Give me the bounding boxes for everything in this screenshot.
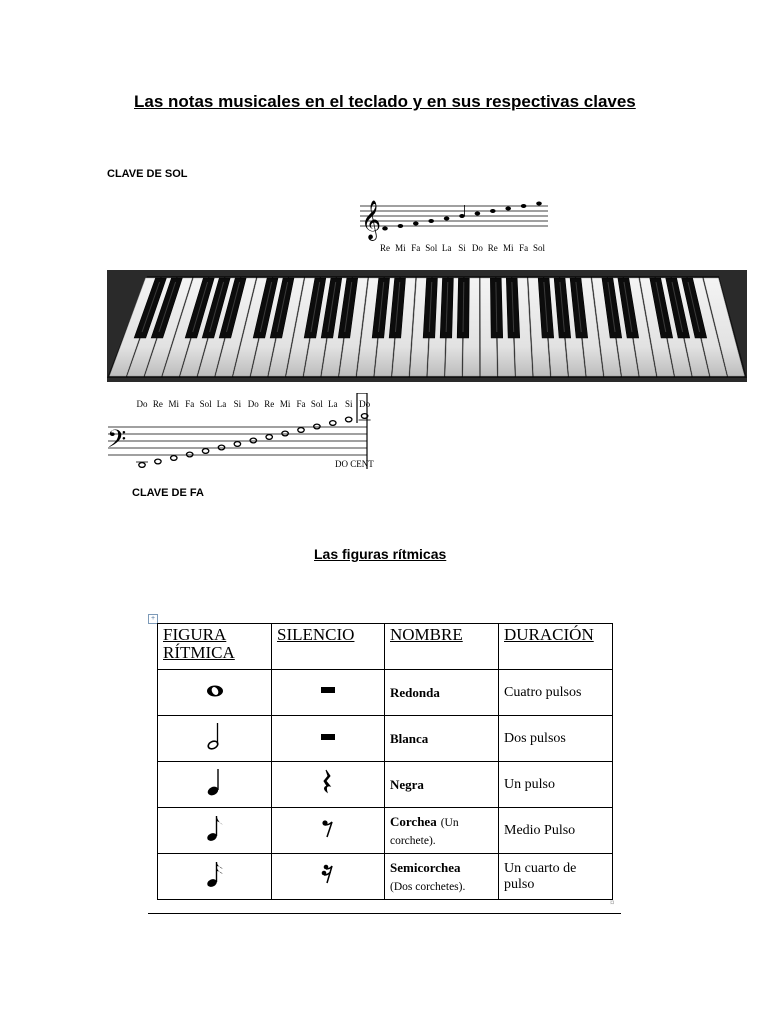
figure-cell	[158, 762, 272, 808]
table-row	[158, 716, 613, 762]
eighth-note-icon	[205, 813, 225, 843]
bass-note-head	[218, 445, 224, 450]
bass-note-name: Si	[233, 399, 242, 409]
treble-note-head	[398, 224, 404, 228]
rest-cell	[272, 762, 385, 808]
treble-clef-icon: 𝄞	[361, 202, 382, 239]
duration-cell: Dos pulsos	[499, 716, 613, 762]
end-of-cell-mark-icon: ¤	[610, 898, 615, 907]
treble-note-head	[428, 219, 434, 223]
bass-note-name: Mi	[168, 399, 180, 409]
rest-cell	[272, 808, 385, 854]
piano-keyboard-photo	[107, 270, 747, 382]
treble-note-head	[505, 207, 511, 211]
whole-note-icon	[203, 682, 227, 698]
name-cell	[385, 762, 499, 808]
figure-cell	[158, 854, 272, 900]
bass-note-head	[234, 442, 240, 447]
bass-note-head	[139, 463, 145, 468]
section-title: Las figuras rítmicas	[314, 546, 447, 562]
treble-note-name: La	[441, 243, 452, 253]
name-cell	[385, 854, 499, 900]
figure-cell	[158, 716, 272, 762]
bass-note-head	[282, 431, 288, 436]
treble-clef-label: CLAVE DE SOL	[107, 168, 188, 180]
name-cell	[385, 808, 499, 854]
table-row	[158, 808, 613, 854]
duration-cell: Medio Pulso	[499, 808, 613, 854]
treble-note-head	[444, 217, 450, 221]
treble-note-name: Si	[458, 243, 466, 253]
bass-note-name: Mi	[279, 399, 291, 409]
figure-cell	[158, 670, 272, 716]
bass-note-head	[346, 417, 352, 422]
quarter-rest-icon	[320, 768, 336, 796]
treble-note-head	[413, 222, 419, 226]
bass-clef-label: CLAVE DE FA	[132, 487, 204, 499]
bass-note-name: Sol	[310, 399, 323, 409]
treble-note-head	[382, 227, 388, 231]
treble-note-name: Re	[380, 243, 390, 253]
header-figure: FIGURA RÍTMICA	[158, 624, 272, 670]
half-rest-icon	[316, 729, 340, 743]
name-cell	[385, 670, 499, 716]
header-name: NOMBRE	[385, 624, 499, 670]
bass-note-name: Re	[264, 399, 275, 409]
treble-note-name: Mi	[395, 243, 406, 253]
treble-note-name: Fa	[411, 243, 421, 253]
bass-note-name: Fa	[185, 399, 195, 409]
rest-cell	[272, 716, 385, 762]
treble-staff-figure	[355, 195, 555, 257]
bass-note-name: Do	[247, 399, 259, 409]
treble-note-name: Fa	[519, 243, 529, 253]
figure-name: Corchea	[390, 813, 437, 829]
quarter-note-icon	[205, 767, 225, 797]
sixteenth-rest-icon	[320, 862, 336, 886]
table-move-handle-icon[interactable]: +	[148, 614, 158, 624]
treble-note-names	[380, 243, 545, 253]
figure-name: Blanca	[390, 730, 429, 746]
bass-note-name: Fa	[296, 399, 306, 409]
treble-note-name: Sol	[532, 243, 546, 253]
figure-detail: (Dos corchetes).	[390, 880, 466, 893]
treble-note-name: Re	[487, 243, 498, 253]
bass-note-head	[298, 428, 304, 433]
bass-note-name: Do	[136, 399, 148, 409]
sixteenth-note-icon	[205, 859, 225, 889]
bass-clef-icon: 𝄢	[107, 426, 127, 459]
rhythm-figures-table	[157, 623, 613, 900]
figure-name: Redonda	[390, 684, 440, 700]
half-note-icon	[205, 721, 225, 751]
treble-note-head	[490, 209, 496, 213]
treble-note-name: Mi	[502, 243, 514, 253]
bass-note-name: La	[216, 399, 227, 409]
bass-note-head	[314, 424, 320, 429]
duration-cell: Un pulso	[499, 762, 613, 808]
treble-note-name: Do	[471, 243, 483, 253]
figure-name: Semicorchea	[390, 859, 461, 875]
header-duration: DURACIÓN	[499, 624, 613, 670]
rest-cell	[272, 854, 385, 900]
bass-note-head	[155, 459, 161, 464]
duration-cell: Cuatro pulsos	[499, 670, 613, 716]
treble-note-name: Sol	[425, 243, 438, 253]
table-row	[158, 762, 613, 808]
bass-note-names	[137, 399, 371, 409]
figure-name: Negra	[390, 776, 424, 792]
bass-note-name: La	[328, 399, 338, 409]
treble-note-head	[475, 212, 481, 216]
figure-detail: (Un corchete).	[390, 816, 459, 847]
bass-note-name: Si	[344, 399, 353, 409]
bass-note-name: Re	[152, 399, 163, 409]
bass-staff-figure	[105, 393, 375, 475]
name-cell	[385, 716, 499, 762]
treble-note-head	[459, 214, 465, 218]
bass-note-head	[250, 438, 256, 443]
bass-note-head	[171, 456, 177, 461]
whole-rest-icon	[316, 683, 340, 697]
bass-note-name: Sol	[199, 399, 212, 409]
duration-cell: Un cuarto de pulso	[499, 854, 613, 900]
bass-note-head	[187, 452, 193, 457]
bass-note-head	[330, 421, 336, 426]
header-rest: SILENCIO	[272, 624, 385, 670]
bass-note-head	[202, 449, 208, 454]
eighth-rest-icon	[320, 816, 336, 840]
table-header-row	[158, 624, 613, 670]
figure-cell	[158, 808, 272, 854]
bass-note-name: Do	[359, 399, 371, 409]
middle-c-label: DO CENT	[335, 459, 374, 469]
rest-cell	[272, 670, 385, 716]
bass-note-head	[266, 435, 272, 440]
table-row	[158, 854, 613, 900]
page-title: Las notas musicales en el teclado y en sus respectivas claves	[134, 92, 636, 111]
table-row	[158, 670, 613, 716]
treble-note-head	[536, 202, 542, 206]
bottom-divider	[148, 913, 621, 914]
treble-note-head	[521, 204, 527, 208]
